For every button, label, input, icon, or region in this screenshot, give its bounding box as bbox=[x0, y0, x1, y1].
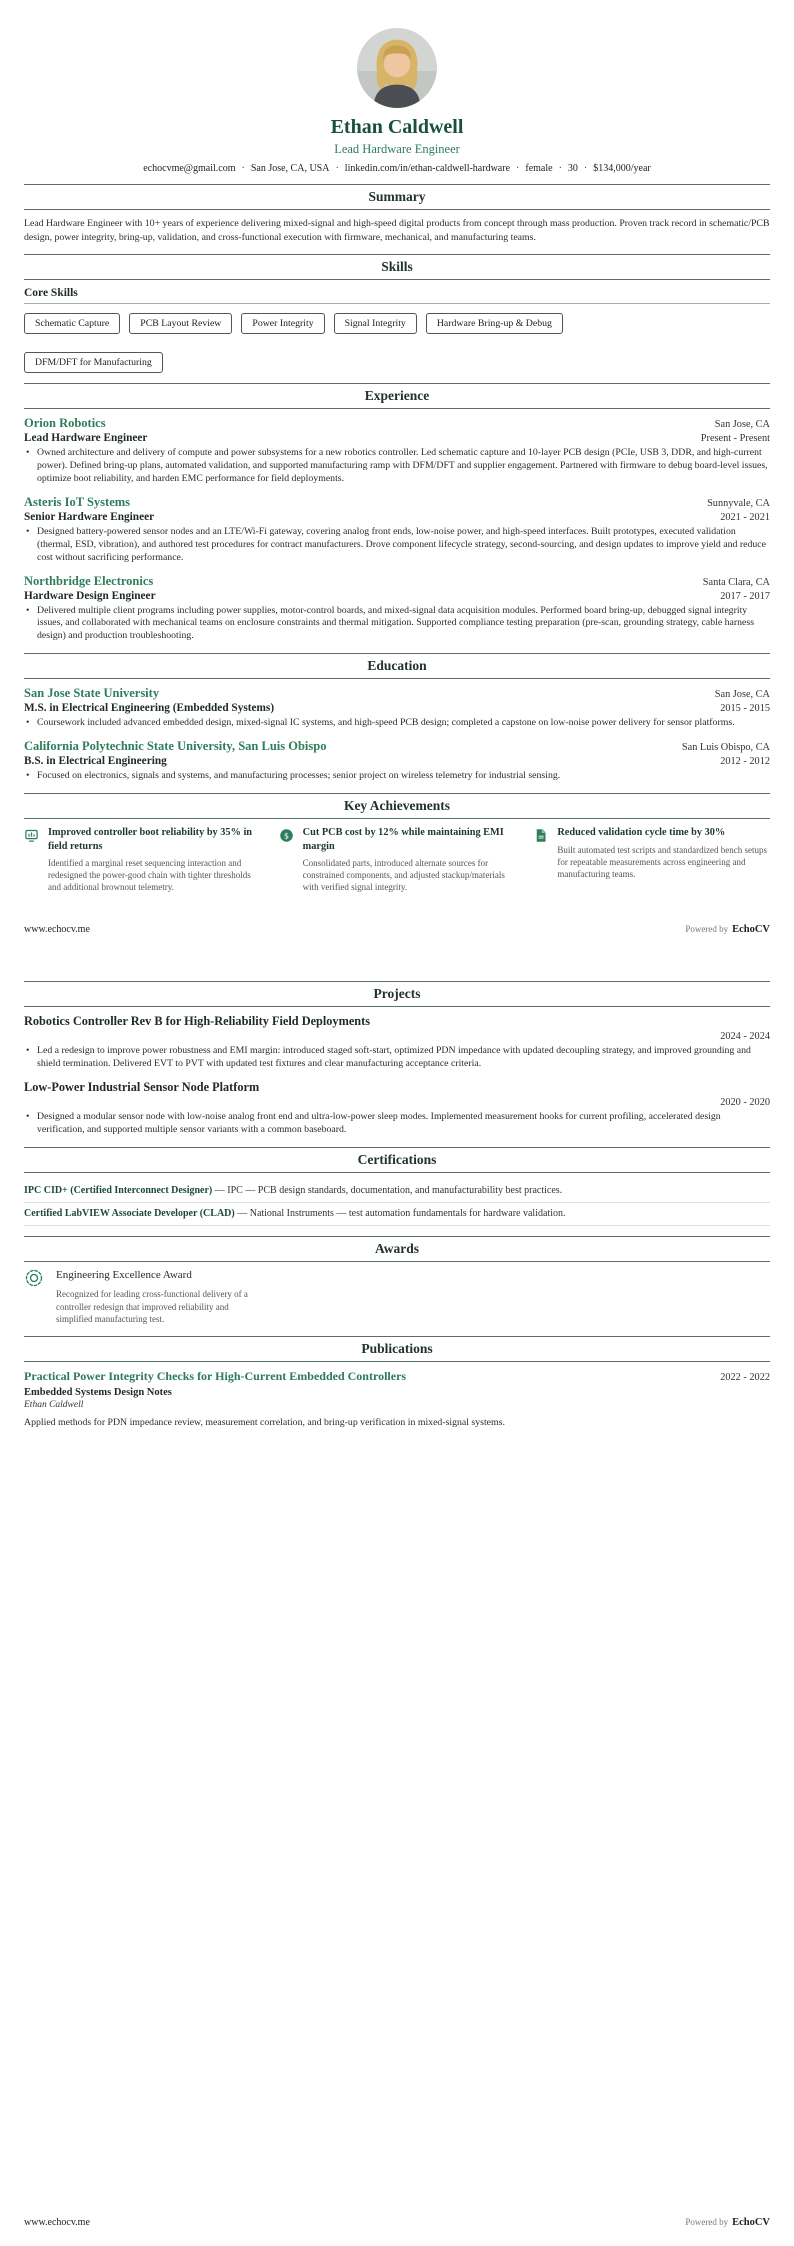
publication-title: Practical Power Integrity Checks for High-Current Embedded Controllers bbox=[24, 1368, 407, 1383]
footer-powered bbox=[685, 919, 770, 937]
powered-by-label: Powered by bbox=[685, 2217, 729, 2227]
school-location: San Luis Obispo, CA bbox=[681, 742, 770, 754]
education-description: • Coursework included advanced embedded design, mixed-signal IC systems, and high-speed PCB design; completed a capstone on low-noise power delivery for sensor platforms. bbox=[24, 717, 770, 730]
school-name: California Polytechnic State University, San Luis Obispo bbox=[24, 739, 327, 754]
project-dates: 2020 - 2020 bbox=[720, 1097, 770, 1109]
linkedin-link[interactable]: linkedin.com/in/ethan-caldwell-hardware bbox=[344, 163, 511, 174]
candidate-title: Lead Hardware Engineer bbox=[334, 142, 460, 156]
achievement-description: Built automated test scripts and standardized bench setups for repeatable measurements across engineering and manufacturing teams. bbox=[557, 844, 768, 879]
education-entry bbox=[24, 686, 770, 730]
contact-salary: $134,000/year bbox=[593, 163, 651, 174]
job-description: • Designed battery-powered sensor nodes and an LTE/Wi-Fi gateway, covering analog front ends, low-noise power, and high-speed interfaces. Built prototypes, executed validation (thermal, ESD, vibration), and authored test procedures for contract manufacturers. Drove component lifecycle strategy, second-sourcing, and design updates to improve yield and reduce cost without sacrificing performance. bbox=[24, 526, 770, 565]
skill-chip: PCB Layout Review bbox=[129, 313, 232, 334]
experience-entry bbox=[24, 574, 770, 644]
page-footer bbox=[0, 919, 794, 937]
svg-text:$: $ bbox=[283, 830, 289, 841]
certification-entry bbox=[24, 1203, 770, 1226]
job-role: Senior Hardware Engineer bbox=[24, 510, 155, 523]
certification-detail: — National Instruments — test automation fundamentals for hardware validation. bbox=[237, 1208, 566, 1220]
project-description: • Led a redesign to improve power robustness and EMI margin: introduced staged soft-start, optimized PDN impedance with updated decoupling strategy, and improved grounding and shield termination. Delivered EVT to PVT with updated test fixtures and clear manufacturing acceptance criteria. bbox=[24, 1045, 770, 1071]
achievement-title: Improved controller boot reliability by 35% in field returns bbox=[48, 827, 253, 852]
contact-separator: · bbox=[335, 163, 339, 174]
publication-description: Applied methods for PDN impedance review, measurement correlation, and bring-up verification in mixed-signal systems. bbox=[24, 1416, 505, 1428]
job-dates: 2017 - 2017 bbox=[720, 590, 770, 602]
experience-entry bbox=[24, 495, 770, 565]
school-location: San Jose, CA bbox=[714, 689, 770, 701]
company-location: San Jose, CA bbox=[714, 419, 770, 431]
skill-chip: Power Integrity bbox=[241, 313, 324, 334]
section-heading-certifications: Certifications bbox=[24, 1147, 770, 1173]
skills-group-label: Core Skills bbox=[24, 287, 770, 304]
email-link[interactable]: echocvme@gmail.com bbox=[143, 163, 236, 174]
contact-separator: · bbox=[516, 163, 520, 174]
achievement-item bbox=[24, 826, 261, 893]
publication-venue: Embedded Systems Design Notes bbox=[24, 1386, 172, 1398]
profile-photo-illustration bbox=[357, 28, 437, 108]
publication-entry bbox=[24, 1369, 770, 1428]
summary-text: Lead Hardware Engineer with 10+ years of experience delivering mixed-signal and high-speed digital products from concept through mass production. Proven track record in schematic/PCB design, power integrity, bring-up, validation, and cross-functional execution with firmware, mechanical, and manufacturing teams. bbox=[24, 218, 770, 243]
company-name: Northbridge Electronics bbox=[24, 573, 154, 588]
certification-detail: — IPC — PCB design standards, documentation, and manufacturability best practices. bbox=[214, 1185, 563, 1197]
skill-chip: Schematic Capture bbox=[24, 313, 120, 334]
section-heading-summary: Summary bbox=[24, 184, 770, 210]
echocv-brand[interactable]: EchoCV bbox=[732, 2217, 770, 2228]
achievement-title: Reduced validation cycle time by 30% bbox=[557, 827, 726, 839]
page-2 bbox=[0, 981, 794, 1427]
contact-age: 30 bbox=[567, 163, 578, 174]
skills-chip-list bbox=[24, 313, 770, 373]
publication-author: Ethan Caldwell bbox=[24, 1399, 84, 1410]
award-medal-icon bbox=[24, 1268, 46, 1326]
powered-by-label: Powered by bbox=[685, 924, 729, 935]
school-name: San Jose State University bbox=[24, 686, 160, 701]
contact-separator: · bbox=[558, 163, 562, 174]
achievement-description: Identified a marginal reset sequencing interaction and redesigned the power-good chain with tighter thresholds and additional brownout telemetry. bbox=[48, 857, 251, 893]
section-heading-projects: Projects bbox=[24, 981, 770, 1007]
education-entry bbox=[24, 739, 770, 783]
contact-separator: · bbox=[241, 163, 245, 174]
education-dates: 2015 - 2015 bbox=[720, 703, 770, 715]
project-entry bbox=[24, 1014, 770, 1071]
section-heading-experience: Experience bbox=[24, 383, 770, 409]
job-description: • Delivered multiple client programs including power supplies, motor-control boards, and mixed-signal data acquisition modules. Performed board bring-up, debugged signal integrity issues, and collaborated with mechanical teams on enclosure constraints and thermal mitigation. Supported compliance testing preparation (pre-scan, grounding strategy, cable harness design) and production troubleshooting. bbox=[24, 605, 770, 644]
dollar-circle-icon bbox=[279, 828, 295, 848]
education-dates: 2012 - 2012 bbox=[720, 756, 770, 768]
job-role: Hardware Design Engineer bbox=[24, 589, 156, 602]
document-icon bbox=[533, 828, 549, 848]
company-location: Santa Clara, CA bbox=[702, 576, 770, 588]
award-item bbox=[24, 1269, 770, 1326]
certification-name: IPC CID+ (Certified Interconnect Designer) bbox=[24, 1185, 213, 1197]
achievements-grid bbox=[24, 826, 770, 893]
section-heading-publications: Publications bbox=[24, 1336, 770, 1362]
chart-icon bbox=[24, 828, 40, 848]
contact-gender: female bbox=[525, 163, 553, 174]
skill-chip: DFM/DFT for Manufacturing bbox=[24, 352, 163, 373]
job-dates: 2021 - 2021 bbox=[720, 511, 770, 523]
section-heading-achievements: Key Achievements bbox=[24, 793, 770, 819]
award-title: Engineering Excellence Award bbox=[56, 1269, 192, 1282]
achievement-title: Cut PCB cost by 12% while maintaining EMI margin bbox=[302, 827, 504, 852]
echocv-brand[interactable]: EchoCV bbox=[732, 924, 770, 936]
skill-chip: Signal Integrity bbox=[334, 313, 417, 334]
job-role: Lead Hardware Engineer bbox=[24, 432, 148, 445]
company-name: Orion Robotics bbox=[24, 416, 106, 431]
contact-line bbox=[24, 163, 770, 174]
certification-name: Certified LabVIEW Associate Developer (CLAD) bbox=[24, 1208, 235, 1220]
project-description: • Designed a modular sensor node with low-noise analog front end and ultra-low-power sleep modes. Implemented measurement hooks for current profiling, accelerated design verification, and supported multiple sensor variants with a common baseboard. bbox=[24, 1111, 770, 1137]
experience-entry bbox=[24, 416, 770, 486]
achievement-item bbox=[533, 826, 770, 893]
footer-powered bbox=[685, 2212, 770, 2230]
education-description: • Focused on electronics, signals and systems, and manufacturing processes; senior project on wireless telemetry for industrial sensing. bbox=[24, 770, 770, 783]
header bbox=[24, 0, 770, 108]
footer-site-link[interactable]: www.echocv.me bbox=[24, 2217, 90, 2228]
profile-photo bbox=[357, 28, 437, 108]
achievement-description: Consolidated parts, introduced alternate sources for constrained components, and adjusted stackup/materials with verified signal integrity. bbox=[302, 857, 505, 893]
skill-chip: Hardware Bring-up & Debug bbox=[426, 313, 563, 334]
project-entry bbox=[24, 1080, 770, 1137]
project-title: Robotics Controller Rev B for High-Reliability Field Deployments bbox=[24, 1014, 370, 1029]
project-dates: 2024 - 2024 bbox=[720, 1031, 770, 1043]
footer-site-link[interactable]: www.echocv.me bbox=[24, 924, 90, 936]
job-dates: Present - Present bbox=[700, 433, 770, 445]
publication-dates: 2022 - 2022 bbox=[720, 1371, 770, 1383]
company-name: Asteris IoT Systems bbox=[24, 494, 131, 509]
candidate-name: Ethan Caldwell bbox=[330, 116, 464, 138]
section-heading-education: Education bbox=[24, 653, 770, 679]
contact-location: San Jose, CA, USA bbox=[250, 163, 330, 174]
degree-name: B.S. in Electrical Engineering bbox=[24, 755, 167, 768]
project-title: Low-Power Industrial Sensor Node Platform bbox=[24, 1080, 260, 1095]
company-location: Sunnyvale, CA bbox=[707, 497, 770, 509]
contact-separator: · bbox=[583, 163, 588, 174]
award-description: Recognized for leading cross-functional delivery of a controller redesign that improved reliability and simplified manufacturing test. bbox=[56, 1289, 248, 1325]
section-heading-awards: Awards bbox=[24, 1236, 770, 1262]
page-1 bbox=[0, 0, 794, 893]
job-description: • Owned architecture and delivery of compute and power subsystems for a new robotics controller. Led schematic capture and 10-layer PCB design (PCIe, USB 3, DDR, and high-current power). Defined bring-up plans, automated validation, and supported manufacturing ramp with DFM/DFT and supplier engagement. Partnered with firmware to debug board-level issues, optimize boot reliability, and harden EMC performance for field deployments. bbox=[24, 447, 770, 486]
degree-name: M.S. in Electrical Engineering (Embedded Systems) bbox=[24, 702, 275, 715]
certification-entry bbox=[24, 1180, 770, 1203]
achievement-item bbox=[279, 826, 516, 893]
section-heading-skills: Skills bbox=[24, 254, 770, 280]
page-footer bbox=[0, 2212, 794, 2230]
award-body bbox=[56, 1269, 256, 1326]
